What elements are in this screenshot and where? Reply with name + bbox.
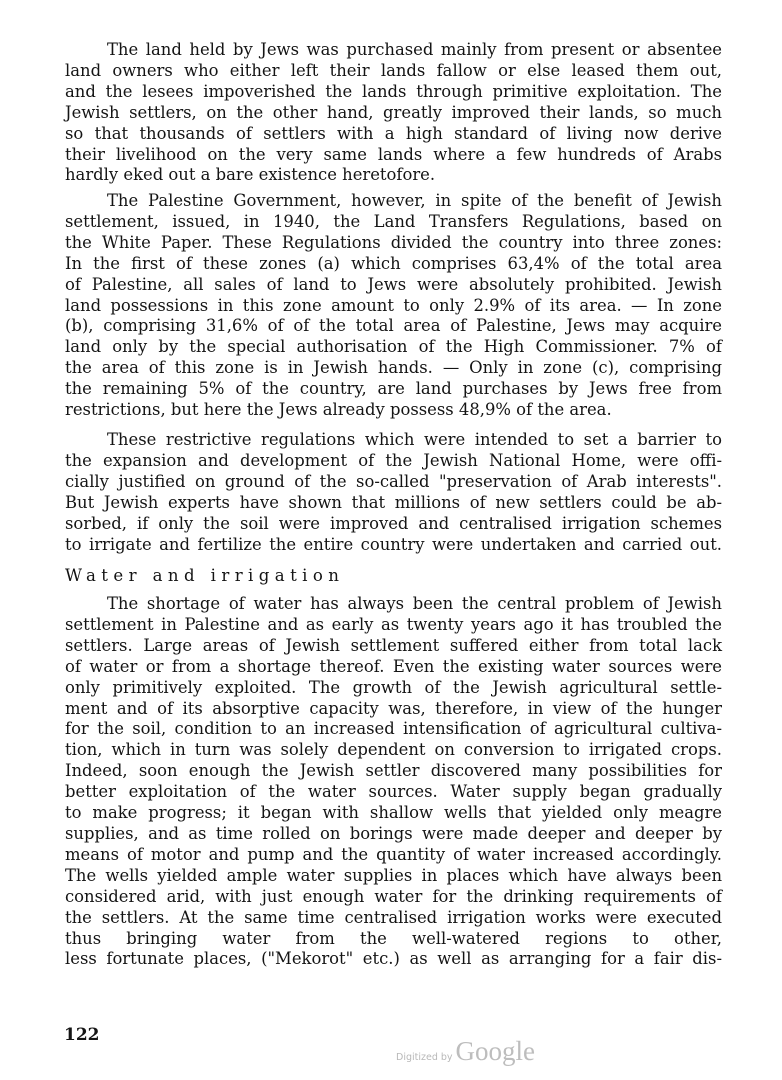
google-watermark [396,1036,535,1067]
text-line: ment and of its absorptive capacity was, therefore, in view of the hunger [65,698,722,718]
page-number: 122 [64,1025,100,1045]
text-line: the settlers. At the same time centralised irrigation works were executed [65,907,722,927]
text-line: to irrigate and fertilize the entire country were undertaken and carried out. [65,534,722,554]
text-line: The shortage of water has always been the central problem of Jewish [107,594,722,613]
paragraph-land-held [65,40,722,186]
text-line: settlement in Palestine and as early as twenty years ago it has troubled the [65,614,722,634]
text-line: The wells yielded ample water supplies in places which have always been [65,865,722,885]
text-line: only primitively exploited. The growth of the Jewish agricultural settle- [65,677,722,697]
text-line: Indeed, soon enough the Jewish settler discovered many possibilities for [65,761,722,781]
text-line: land possessions in this zone amount to only 2.9% of its area. — In zone [65,295,722,315]
text-line: restrictions, but here the Jews already possess 48,9% of the area. [65,400,612,420]
text-line: The Palestine Government, however, in spite of the benefit of Jewish [107,191,722,210]
text-line: less fortunate places, ("Mekorot" etc.) as well as arranging for a fair dis- [65,949,722,969]
text-line: But Jewish experts have shown that millions of new settlers could be ab- [65,492,722,512]
text-line: the White Paper. These Regulations divided the country into three zones: [65,232,722,252]
text-line: to make progress; it began with shallow wells that yielded only meagre [65,803,722,823]
text-line: land owners who either left their lands fallow or else leased them out, [65,60,722,80]
text-line: for the soil, condition to an increased intensification of agricultural cultiva- [65,719,722,739]
paragraph-restrictive-regulations [65,430,722,555]
text-line: Jewish settlers, on the other hand, greatly improved their lands, so much [65,102,722,122]
section-heading: Water and irrigation [65,566,345,585]
text-line: land only by the special authorisation of the High Commissioner. 7% of [65,337,722,357]
text-line: their livelihood on the very same lands where a few hundreds of Arabs [65,144,722,164]
text-line: supplies, and as time rolled on borings were made deeper and deeper by [65,823,722,843]
text-line: The land held by Jews was purchased mainly from present or absentee [107,40,722,59]
paragraph-land-regulations [65,191,722,421]
text-line: of Palestine, all sales of land to Jews were absolutely prohibited. Jewish [65,274,722,294]
text-line: thus bringing water from the well-watered regions to other, [65,928,722,948]
text-line: settlers. Large areas of Jewish settlement suffered either from total lack [65,635,722,655]
text-line: settlement, issued, in 1940, the Land Transfers Regulations, based on [65,211,722,231]
text-line: better exploitation of the water sources. Water supply began gradually [65,782,722,802]
text-line: and the lesees impoverished the lands through primitive exploitation. The [65,81,722,101]
paragraph-water-shortage [65,594,722,970]
text-line: tion, which in turn was solely dependent on conversion to irrigated crops. [65,740,722,760]
text-line: so that thousands of settlers with a high standard of living now derive [65,123,722,143]
text-line: the remaining 5% of the country, are land purchases by Jews free from [65,379,722,399]
text-line: considered arid, with just enough water for the drinking requirements of [65,886,722,906]
text-line: of water or from a shortage thereof. Even the existing water sources were [65,656,722,676]
text-line: These restrictive regulations which were intended to set a barrier to [107,430,722,449]
text-line: the expansion and development of the Jewish National Home, were offi- [65,450,722,470]
text-line: hardly eked out a bare existence heretofore. [65,165,436,185]
watermark-digitized-text: Digitized by [396,1052,453,1063]
text-line: cially justified on ground of the so-called "preservation of Arab interests". [65,471,722,491]
text-line: the area of this zone is in Jewish hands. — Only in zone (c), comprising [65,358,722,378]
text-line: In the first of these zones (a) which comprises 63,4% of the total area [65,253,722,273]
text-line: sorbed, if only the soil were improved and centralised irrigation schemes [65,513,722,533]
google-logo: Google [455,1036,536,1066]
text-line: means of motor and pump and the quantity of water increased accordingly. [65,844,722,864]
text-line: (b), comprising 31,6% of of the total area of Palestine, Jews may acquire [65,316,722,336]
